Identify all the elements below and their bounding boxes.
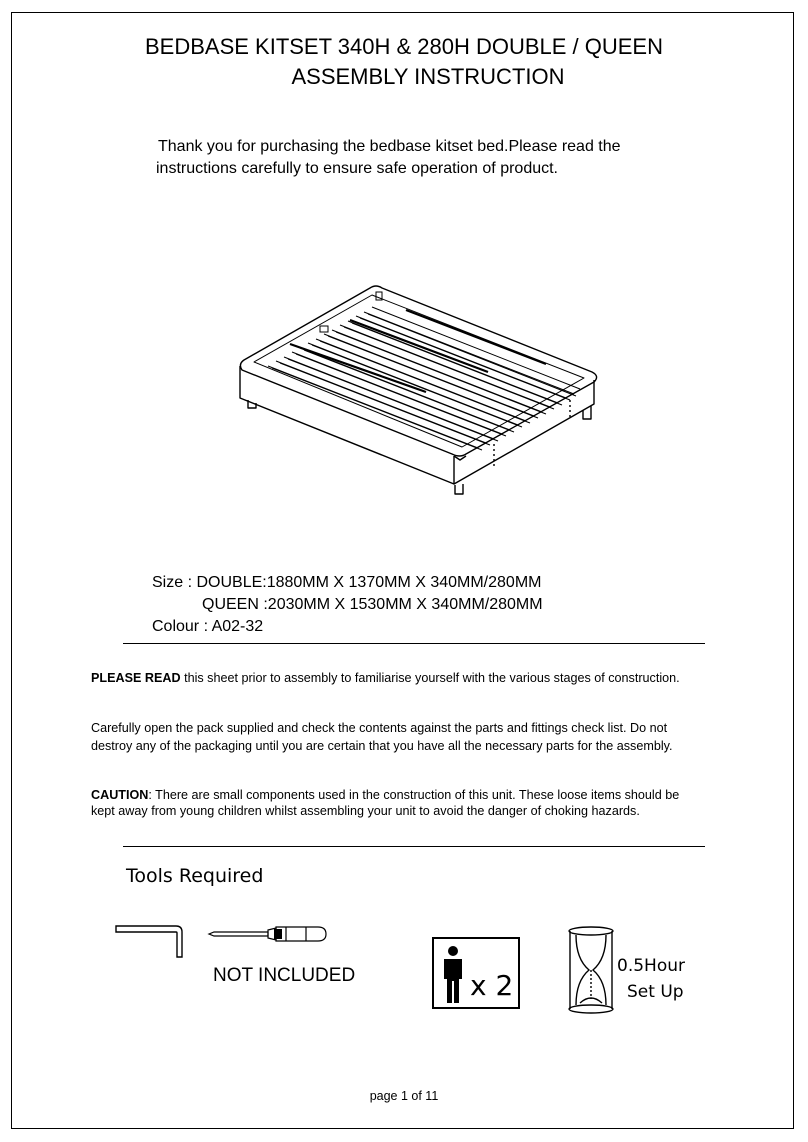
caution-line-2: kept away from young children whilst assembling your unit to avoid the danger of choking hazards. bbox=[91, 804, 640, 818]
please-read-text: this sheet prior to assembly to familiarise yourself with the various stages of construction. bbox=[180, 671, 680, 685]
divider bbox=[123, 846, 705, 847]
screwdriver-icon bbox=[206, 924, 330, 944]
please-read-label: PLEASE READ bbox=[91, 671, 181, 685]
please-read-note bbox=[91, 669, 680, 687]
intro-line-1: Thank you for purchasing the bedbase kitset bed.Please read the bbox=[158, 138, 621, 155]
intro-line-2: instructions carefully to ensure safe operation of product. bbox=[156, 160, 558, 177]
caution-label: CAUTION bbox=[91, 788, 149, 802]
page-number: page 1 of 11 bbox=[369, 1089, 439, 1103]
setup-label: Set Up bbox=[627, 982, 684, 1002]
colour: Colour : A02-32 bbox=[152, 618, 264, 635]
bedbase-illustration bbox=[230, 280, 610, 500]
setup-time bbox=[617, 956, 685, 976]
title-line-1: BEDBASE KITSET 340H & 280H DOUBLE / QUEEN bbox=[144, 34, 663, 59]
size-double: Size : DOUBLE:1880MM X 1370MM X 340MM/280MM bbox=[152, 574, 542, 591]
allen-key-icon bbox=[112, 922, 188, 960]
title-line-2: ASSEMBLY INSTRUCTION bbox=[291, 64, 565, 89]
hourglass-icon bbox=[566, 925, 616, 1015]
open-pack-line-2: destroy any of the packaging until you are certain that you have all the necessary parts for the assembly. bbox=[91, 739, 673, 753]
size-queen: QUEEN :2030MM X 1530MM X 340MM/280MM bbox=[202, 596, 543, 613]
open-pack-line-1: Carefully open the pack supplied and check the contents against the parts and fittings check list. Do not bbox=[91, 721, 668, 735]
setup-time-value: 0.5 bbox=[617, 956, 645, 976]
person-icon bbox=[440, 945, 466, 1005]
divider bbox=[123, 643, 705, 644]
not-included-label: NOT INCLUDED bbox=[213, 965, 356, 986]
caution-text: : There are small components used in the construction of this unit. These loose items should be bbox=[148, 788, 680, 802]
two-person-badge bbox=[432, 937, 520, 1009]
tools-heading: Tools Required bbox=[126, 865, 264, 887]
people-count: x 2 bbox=[470, 969, 514, 1002]
setup-time-unit: Hour bbox=[644, 956, 685, 976]
